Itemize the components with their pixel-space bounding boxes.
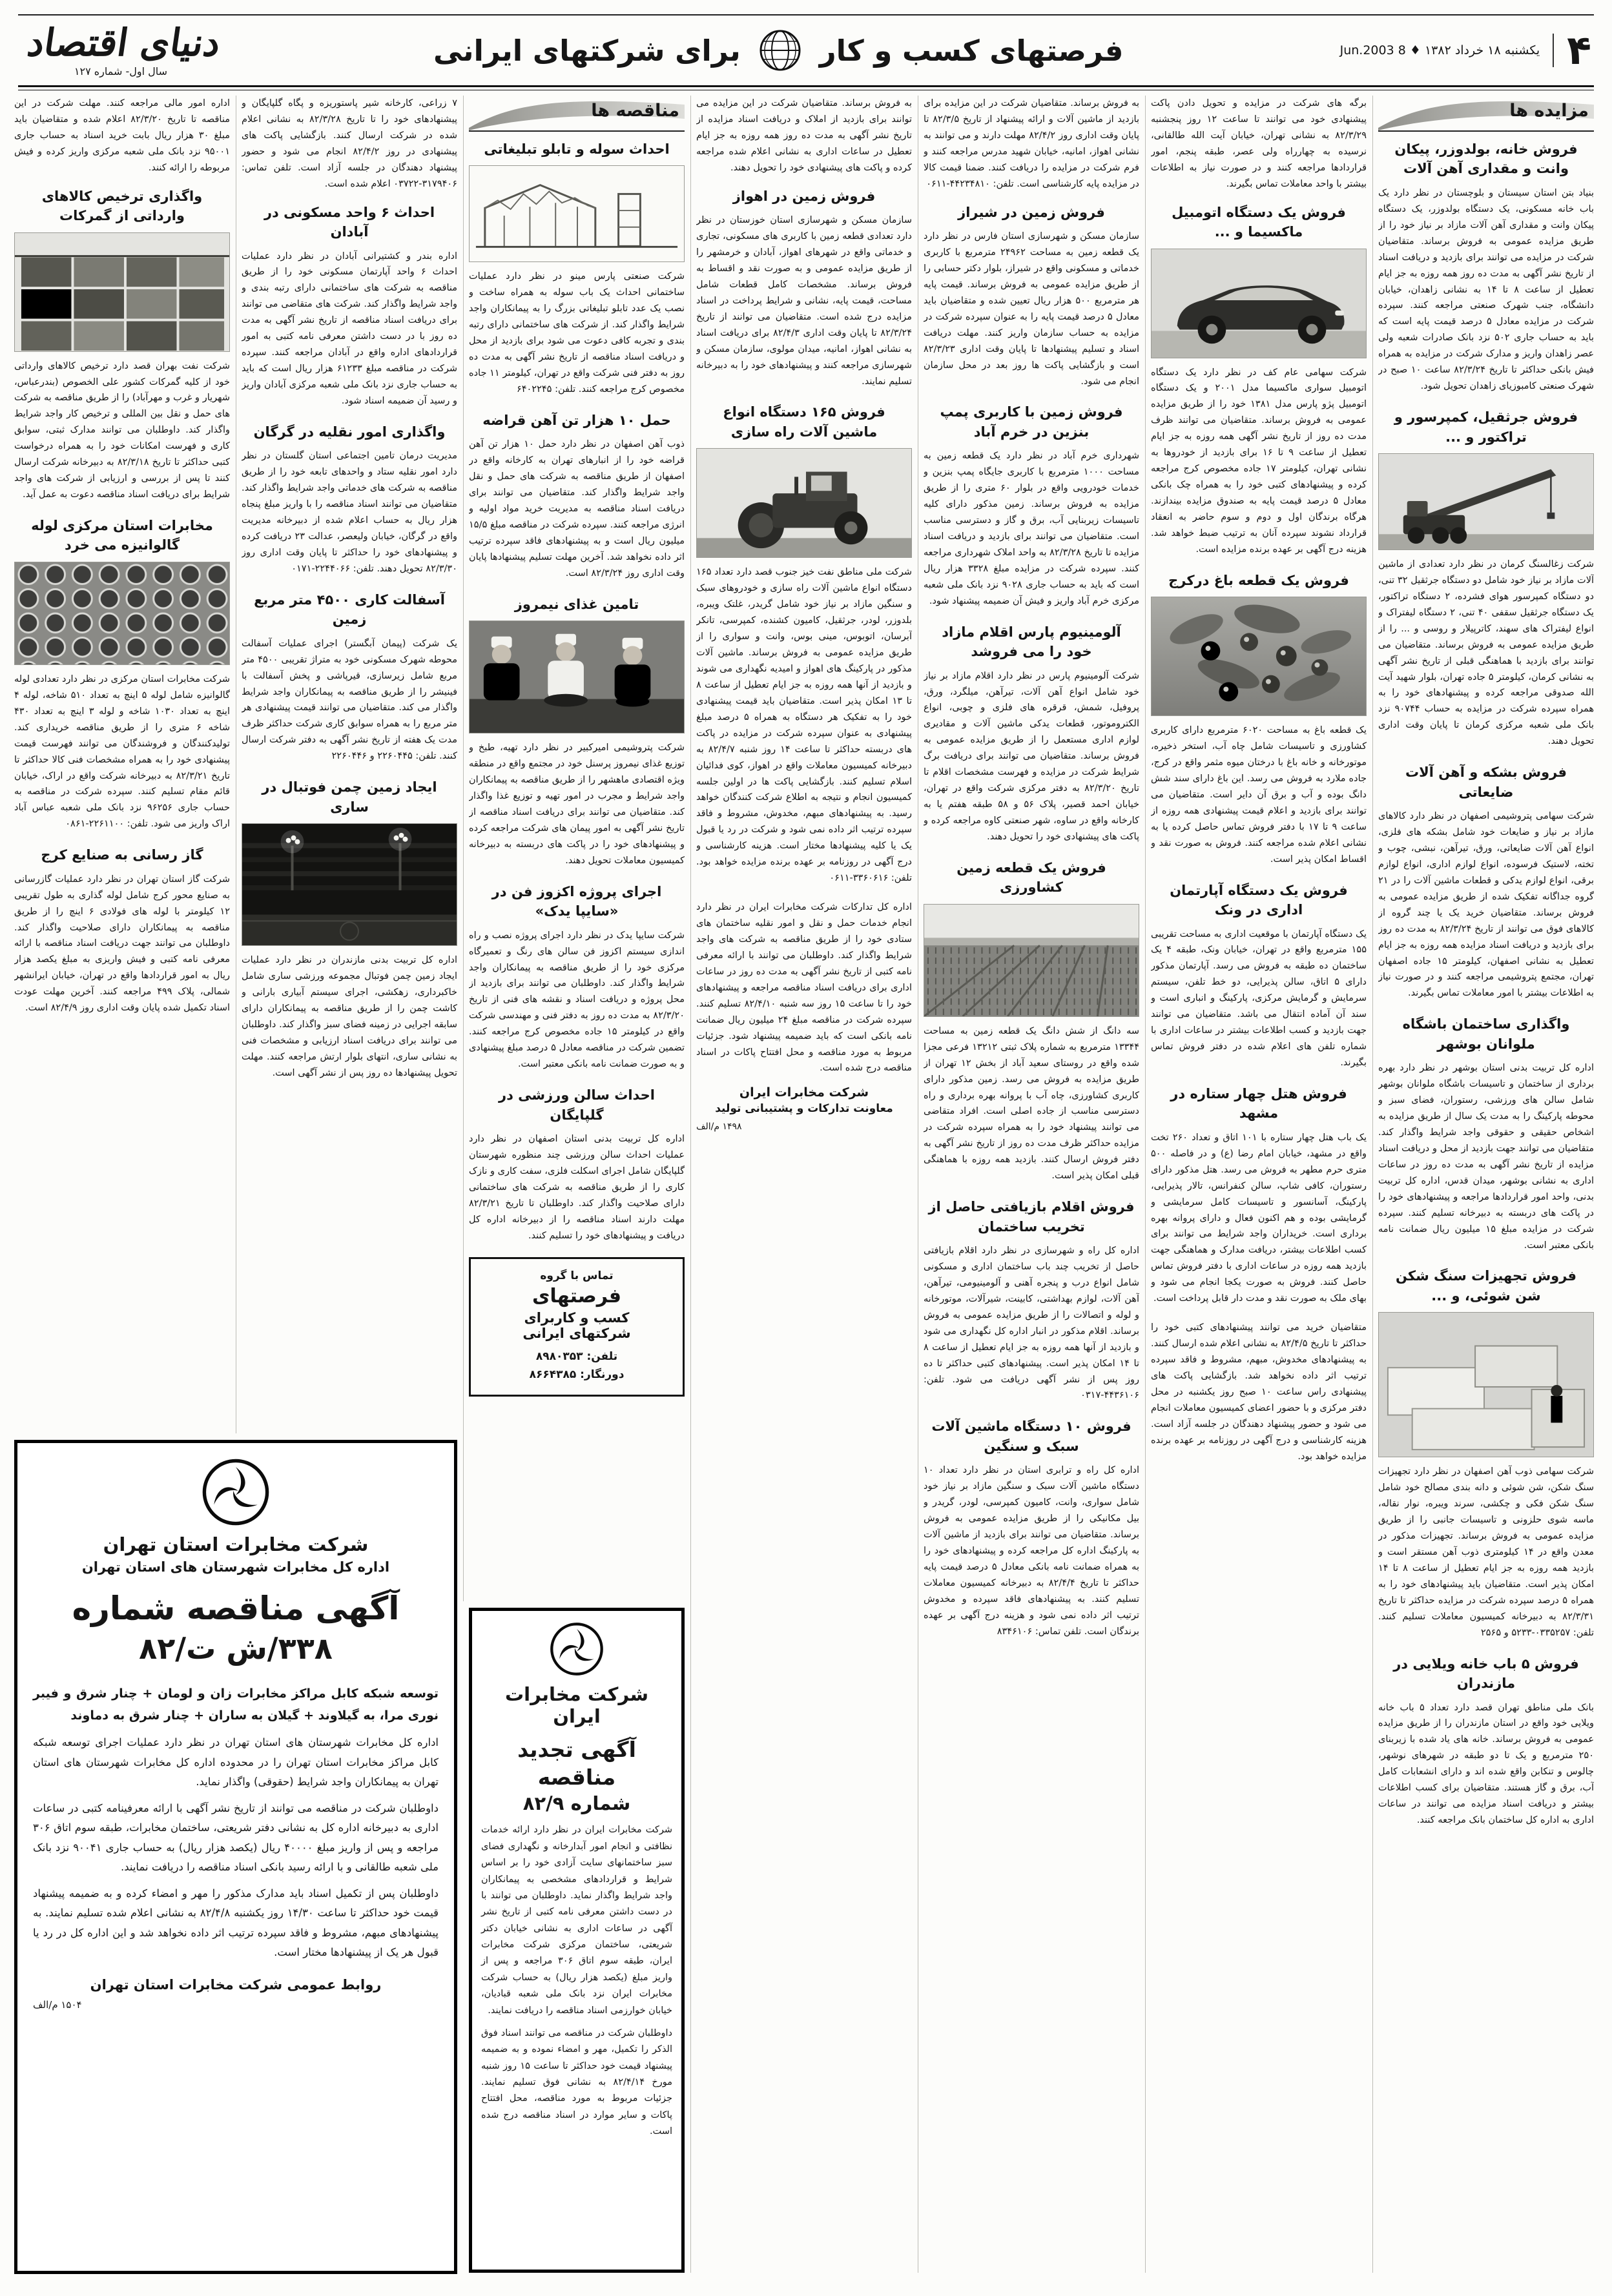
classified-ad: [14, 845, 230, 1016]
ad-body: شرکت آلومینیوم پارس در نظر دارد اقلام مازاد بر نیاز خود شامل انواع آهن آلات، تیرآهن، میلگرد، ورق، پروفیل، شمش، قرقره های فلزی و چوبی، انواع الکتروموتور، قطعات یدکی ماشین آلات و مقادیری لوازم اداری مستعمل را از طریق مزایده عمومی به فروش برساند. متقاضیان می توانند برای دریافت برگ شرایط شرکت در مزایده و فهرست مشخصات اقلام تا تاریخ ۸۲/۳/۲۰ به دفتر مرکزی شرکت واقع در تهران، خیابان احمد قصیر، پلاک ۵۶ و ۵۸ طبقه هفتم یا به کارخانه واقع در ساوه، شهر صنعتی کاوه مراجعه کرده و پاکت های پیشنهادی خود را تحویل دهند.: [924, 670, 1139, 842]
column-tenders: [469, 96, 685, 1601]
column-tenders-3: [14, 96, 230, 1433]
ad-body: اداره کل راه و ترابری استان در نظر دارد تعداد ۱۰ دستگاه ماشین آلات سبک و سنگین مازاد بر نیاز خود شامل سواری، وانت، کامیون کمپرسی، لودر، گریدر و بیل مکانیکی را از طریق مزایده عمومی به فروش برساند. متقاضیان می توانند برای بازدید از ماشین آلات به پارکینگ اداره کل مراجعه کرده و پیشنهادهای خود را به همراه ضمانت نامه بانکی معادل ۵ درصد قیمت پایه حداکثر تا تاریخ ۸۲/۴/۴ به دبیرخانه کمیسیون معاملات تسلیم کنند. به پیشنهادهای فاقد سپرده و مخدوش ترتیب اثر داده نمی شود و هزینه درج آگهی بر عهده برندگان است. تلفن تماس: ۸۳۴۶۱۰۶: [924, 1465, 1139, 1637]
page-title-right: فرصتهای کسب و کار: [819, 33, 1124, 68]
tender-headline: آگهی مناقصه شماره: [72, 1590, 400, 1627]
ad-body: اداره کل تربیت بدنی استان اصفهان در نظر دارد عملیات احداث سالن ورزشی چند منظوره شهرستان گلپایگان شامل اجرای اسکلت فلزی، سفت کاری و نازک کاری را از طریق مناقصه به شرکت های ساختمانی دارای صلاحیت واگذار کند. داوطلبان تا تاریخ ۸۲/۳/۲۱ مهلت دارند اسناد مناقصه را از دبیرخانه اداره کل دریافت و پیشنهادهای خود را تسلیم کنند.: [469, 1133, 685, 1241]
classified-ad: [1378, 1014, 1594, 1253]
classified-ad: [1378, 1654, 1594, 1829]
ad-title: فروش بشکه و آهن آلات ضایعاتی: [1405, 764, 1567, 800]
ad-title: فروش ۱۶۵ دستگاه انواع ماشین آلات راه سازی: [723, 404, 885, 440]
ad-title: ایجاد زمین چمن فوتبال در ساری: [262, 779, 437, 815]
ad-body: شرکت زغالسنگ کرمان در نظر دارد تعدادی از ماشین آلات مازاد بر نیاز خود شامل دو دستگاه جرثقیل ۳۲ تنی، دو دستگاه کمپرسور هوای فشرده، ۲ دستگاه تراکتور، یک دستگاه جرثقیل سقفی ۴۰ تنی، ۲ دستگاه لیفتراک و انواع لیفتراک های سهند، کاترپیلار و روسی و ... را از طریق مزایده عمومی به فروش برساند. متقاضیان می توانند برای بازدید با هماهنگی قبلی از تاریخ نشر آگهی به نشانی کرمان، کیلومتر ۵ جاده تهران، بلوار شهید آیت الله صدوقی مراجعه کرده و پیشنهادهای خود را به همراه سپرده شرکت در مزایده به حساب ۹۰۷۴۴ نزد بانک ملی شعبه مرکزی کرمان تا پایان وقت اداری تحویل دهند.: [1378, 559, 1594, 747]
ad-title: واگذاری ترخیص کالاهای وارداتی از گمرکات: [41, 188, 203, 224]
ad-body: شرکت سهامی عام کف در نظر دارد یک دستگاه اتومبیل سواری ماکسیما مدل ۲۰۰۱ و یک دستگاه اتومبیل پژو پارس مدل ۱۳۸۱ خود را از طریق مزایده عمومی به فروش برساند. متقاضیان می توانند ظرف مدت ده روز از تاریخ نشر آگهی همه روزه به جز ایام تعطیل از ساعت ۹ تا ۱۶ برای بازدید از خودروها به نشانی تهران، کیلومتر ۱۷ جاده مخصوص کرج مراجعه کرده و پیشنهادهای کتبی خود را به همراه چک بانکی معادل ۵ درصد قیمت پایه به صندوق مزایده بیندازند. هرگاه برندگان اول و دوم و سوم حاضر به انعقاد قرارداد نشوند سپرده آنان به ترتیب ضبط خواهد شد. هزینه درج آگهی بر عهده برنده مزایده است.: [1151, 367, 1367, 555]
ad-title: فروش زمین در اهواز: [732, 188, 876, 204]
column-auctions-2: [1151, 96, 1367, 2273]
tender-subject: توسعه شبکه کابل مراکز مخابرات زان و لومان + چنار شرق و فیبر نوری مرا، به گیلاوند + گیلان به ساران + چنار شرق به دماوند: [33, 1686, 439, 1723]
globe-icon: [759, 29, 801, 72]
classified-ad: [1378, 407, 1594, 750]
contact-line: فرصتهای: [532, 1284, 622, 1307]
ad-title: احداث سوله و تابلو تبلیغاتی: [484, 141, 670, 157]
ad-title: فروش زمین در شیراز: [958, 204, 1105, 220]
classified-ad: [1151, 1320, 1367, 1464]
tender-paragraph: اداره کل مخابرات شهرستان های استان تهران در نظر دارد عملیات اجرای توسعه شبکه کابل مراکز مخابرات استان تهران را در محدوده اداره کل مخابرات شهرستان های استان تهران به پیمانکاران واجد شرایط (حقوقی) واگذار نماید.: [33, 1736, 439, 1789]
ad-title: فروش یک دستگاه اتومبیل ماکسیما و ...: [1172, 204, 1346, 240]
classified-ad: [924, 402, 1139, 609]
ad-title: فروش یک دستگاه آپارتمان اداری در ونک: [1170, 882, 1348, 918]
newspaper-logo: دنیای اقتصاد: [22, 20, 220, 65]
ad-body: یک قطعه باغ به مساحت ۶۰۲۰ مترمربع دارای کاربری کشاورزی و تاسیسات شامل چاه آب، استخر ذخیره، موتورخانه و خانه باغ با درختان میوه مثمر واقع در کرج، جاده ملارد به فروش می رسد. این باغ دارای سند شش دانگ بوده و آب و برق آن دایر است. متقاضیان می توانند برای بازدید و اعلام قیمت پیشنهادی همه روزه از ساعت ۹ تا ۱۷ با دفتر فروش تماس حاصل کرده یا به نشانی اعلام شده مراجعه کنند. فروش به صورت نقد و اقساط امکان پذیر است.: [1151, 725, 1367, 865]
ad-title: احداث سالن ورزشی در گلپایگان: [498, 1087, 655, 1123]
ad-body: بنیاد بتن استان سیستان و بلوچستان در نظر دارد یک باب خانه مسکونی، یک دستگاه بولدوزر، یک دستگاه پیکان وانت و مقداری آهن آلات مازاد بر نیاز خود را از طریق مزایده عمومی به فروش برساند. متقاضیان شرکت در مزایده می توانند برای بازدید و دریافت اسناد از تاریخ نشر آگهی به مدت ده روز همه روزه به جز ایام تعطیل از ساعت ۸ تا ۱۴ به نشانی زاهدان، خیابان دانشگاه، جنب شهرک صنعتی مراجعه کنند. سپرده شرکت در مزایده معادل ۵ درصد قیمت پایه است که باید به حساب جاری ۵۰۲ نزد بانک صادرات شعبه ولی عصر زاهدان واریز و مدارک شرکت در مزایده به همراه فیش بانکی حداکثر تا تاریخ ۸۲/۳/۲۴ ساعت ۱۰ صبح در شهرک صنعتی کامبوزیای زاهدان تحویل شود.: [1378, 187, 1594, 392]
ad-body: مدیریت درمان تامین اجتماعی استان گلستان در نظر دارد امور نقلیه ستاد و واحدهای تابعه خود را از طریق مناقصه به شرکت های خدماتی واجد شرایط واگذار کند. متقاضیان می توانند اسناد مناقصه را با واریز مبلغ پنجاه هزار ریال به حساب اعلام شده از دبیرخانه مدیریت واقع در گرگان، خیابان ولیعصر، عدالت ۲۳ دریافت کرده و پیشنهادهای خود را حداکثر تا پایان وقت اداری روز ۸۲/۳/۳۰ تحویل دهند. تلفن: ۲۲۴۴۰۶۶-۰۱۷۱: [242, 451, 457, 574]
ad-title: آسفالت کاری ۴۵۰۰ متر مربع زمین: [254, 591, 445, 628]
contact-line: کسب و کاربرای: [524, 1309, 630, 1326]
page-meta: [1339, 26, 1594, 74]
classified-ad: [924, 622, 1139, 845]
ad-body: یک دستگاه آپارتمان با موقعیت اداری به مساحت تقریبی ۱۵۵ مترمربع واقع در تهران، خیابان ونک، طبقه ۴ یک ساختمان ده طبقه به فروش می رسد. آپارتمان مذکور دارای ۵ اتاق، سالن پذیرایی، دو خط تلفن، سیستم سرمایش و گرمایش مرکزی، پارکینگ و انباری است و سند آن آماده انتقال می باشد. متقاضیان می توانند جهت بازدید و کسب اطلاعات بیشتر در ساعات اداری با شماره تلفن های اعلام شده در دفتر فروش تماس بگیرند.: [1151, 928, 1367, 1068]
header-rule-thick: [18, 85, 1594, 87]
classified-ad: [14, 187, 230, 503]
ad-body: اداره کل تربیت بدنی استان بوشهر در نظر دارد بهره برداری از ساختمان و تاسیسات باشگاه ملوانان بوشهر شامل سالن های ورزشی، رستوران، فضای سبز و محوطه پارکینگ را به مدت یک سال از طریق مزایده به اشخاص حقیقی و حقوقی واجد شرایط واگذار کند. متقاضیان می توانند جهت بازدید از محل و دریافت اسناد مزایده از تاریخ نشر آگهی به مدت ده روز در ساعات اداری به نشانی بوشهر، میدان قدس، اداره کل تربیت بدنی، واحد امور قراردادها مراجعه و پیشنهادهای خود را در پاکت های دربسته به دبیرخانه تسلیم کنند. سپرده شرکت در مزایده مبلغ ۱۵ میلیون ریال ضمانت نامه بانکی معتبر است.: [1378, 1063, 1594, 1251]
ad-body: شرکت ملی مناطق نفت خیز جنوب قصد دارد تعداد ۱۶۵ دستگاه انواع ماشین آلات راه سازی و خودروهای سبک و سنگین مازاد بر نیاز خود شامل گریدر، غلتک ویبره، بلدوزر، لودر، جرثقیل، کامیون کشنده، کمپرسی، تانکر آبرسان، اتوبوس، مینی بوس، وانت و سواری را از طریق مزایده عمومی به فروش برساند. ماشین آلات مذکور در پارکینگ های اهواز و امیدیه نگهداری می شوند و بازدید از آنها همه روزه به جز ایام تعطیل از ساعت ۸ تا ۱۳ امکان پذیر است. متقاضیان باید قیمت پیشنهادی خود را به تفکیک هر دستگاه به همراه ۵ درصد مبلغ پیشنهادی به عنوان سپرده شرکت در مزایده در پاکت های دربسته حداکثر تا ساعت ۱۴ روز شنبه ۸۲/۴/۷ به دبیرخانه کمیسیون معاملات واقع در اهواز، کوی فدائیان اسلام تسلیم کنند. بازگشایی پاکت ها در اولین جلسه کمیسیون انجام و نتیجه به اطلاع شرکت کنندگان خواهد رسید. به پیشنهادهای مبهم، مخدوش، مشروط و فاقد سپرده ترتیب اثر داده نمی شود و شرکت در رد یا قبول یک یا کلیه پیشنهادها مختار است. هزینه کارشناسی و درج آگهی در روزنامه بر عهده برنده مزایده خواهد بود. تلفن: ۳۳۶۰۶۱۶-۰۶۱۱: [696, 567, 912, 884]
ad-title: واگذاری ساختمان باشگاه ملوانان بوشهر: [1402, 1016, 1570, 1052]
telecom-swirl-logo: [33, 1457, 439, 1530]
classified-ad: [242, 590, 457, 764]
ad-body: اداره کل تربیت بدنی مازندران در نظر دارد عملیات ایجاد زمین چمن فوتبال مجموعه ورزشی ساری شامل خاکبرداری، زهکشی، اجرای سیستم آبیاری بارانی و کاشت چمن را از طریق مناقصه به پیمانکاران دارای سابقه اجرایی در زمینه فضای سبز واگذار کند. داوطلبان می توانند برای دریافت اسناد ارزیابی و مشخصات فنی به نشانی ساری، انتهای بلوار ارتش مراجعه کنند. مهلت تحویل پیشنهادها ده روز پس از نشر آگهی است.: [242, 955, 457, 1078]
contact-line: تماس با گروه: [540, 1269, 614, 1282]
tender-paragraph: داوطلبان شرکت در مناقصه می توانند از تاریخ نشر آگهی با ارائه معرفینامه کتبی در ساعات اداری به دبیرخانه اداره کل به نشانی دفتر شریعتی، ساختمان مخابرات، طبقه سوم اتاق ۳۰۶ مراجعه و پس از واریز مبلغ ۴۰۰۰۰ ریال (یکصد هزار ریال) به حساب جاری ۹۰۰۴۱ نزد بانک ملی شعبه طالقانی و با ارائه رسید بانکی اسناد مناقصه را دریافت نمایند.: [33, 1801, 439, 1874]
classified-ad: [1151, 881, 1367, 1071]
ad-body: شرکت سهامی پتروشیمی اصفهان در نظر دارد کالاهای مازاد بر نیاز و ضایعات خود شامل بشکه های فلزی، انواع آهن آلات ضایعاتی، ورق، تیرآهن، نبشی، چوب و تخته، لاستیک فرسوده، انواع لوازم اداری، انواع لوازم برقی، انواع لوازم یدکی و قطعات ماشین آلات را در ۲۱ گروه جداگانه تفکیک شده از طریق مزایده عمومی به فروش برساند. متقاضیان خرید یک یا چند گروه از کالاهای فوق می توانند از تاریخ ۸۲/۳/۲۴ به مدت ده روز برای بازدید و دریافت اسناد مزایده همه روزه به جز ایام تعطیل به نشانی اصفهان، کیلومتر ۱۵ جاده اصفهان تهران، مجتمع پتروشیمی مراجعه کنند و در صورت نیاز به اطلاعات بیشتر با امور معاملات تماس بگیرند.: [1378, 811, 1594, 999]
column-rule: [463, 96, 464, 1601]
ad-body: یک باب هتل چهار ستاره با ۱۰۱ اتاق و تعداد ۲۶۰ تخت واقع در مشهد، خیابان امام رضا (ع) و در فاصله ۵۰۰ متری حرم مطهر به فروش می رسد. هتل مذکور دارای رستوران، کافی شاپ، سالن کنفرانس، تالار پذیرایی، پارکینگ، آسانسور و تاسیسات کامل سرمایشی و گرمایشی بوده و هم اکنون فعال و دارای پروانه بهره برداری است. خریداران واجد شرایط می توانند برای کسب اطلاعات بیشتر، دریافت مدارک و هماهنگی جهت بازدید همه روزه در ساعات اداری با دفتر فروش تماس حاصل کنند. فروش به صورت یکجا انجام می شود و بهای ملک به صورت نقد و مدت دار قابل پرداخت است.: [1151, 1132, 1367, 1304]
tender-paragraph: شرکت مخابرات ایران در نظر دارد ارائه خدمات نظافتی و انجام امور آبدارخانه و نگهداری فضای سبز ساختمانهای سایت آزادی خود را بر اساس شرایط و قراردادهای مشخصی به پیمانکاران واجد شرایط واگذار نماید. داوطلبان می توانند با در دست داشتن معرفی نامه کتبی از تاریخ نشر آگهی در ساعات اداری به نشانی خیابان دکتر شریعتی، ساختمان مرکزی شرکت مخابرات ایران، طبقه سوم اتاق ۳۰۶ مراجعه و پس از واریز مبلغ (یکصد هزار ریال) به حساب شرکت مخابرات ایران نزد بانک ملی شعبه قبادیان، خیابان خوارزمی اسناد مناقصه را دریافت نمایند.: [481, 1825, 672, 2016]
tender-notice: [696, 899, 912, 1132]
ad-title: فروش تجهیزات سنگ شکن شن شوئی، و ...: [1395, 1268, 1577, 1304]
classified-ad: [242, 203, 457, 409]
page-header: [18, 18, 1594, 83]
tender-signature: روابط عمومی شرکت مخابرات استان تهران: [90, 1976, 382, 1993]
page-number: ۴: [1567, 26, 1591, 74]
tender-number: ۳۳۸/ش ت/۸۲: [139, 1631, 333, 1666]
ad-title: فروش اقلام بازیافتی حاصل از تخریب ساختمان: [928, 1199, 1135, 1235]
ad-title: فروش ۱۰ دستگاه ماشین آلات سبک و سنگین: [931, 1419, 1132, 1454]
continuation-text: ۷ زراعی، کارخانه شیر پاستوریزه و پگاه گلپایگان و پیشنهادهای خود را تا تاریخ ۸۲/۳/۲۸ به نشانی اعلام شده در شرکت ارسال کنند. بازگشایی پاکت های پیشنهادی در روز ۸۲/۴/۲ انجام می شود و حضور پیشنهاد دهندگان در جلسه آزاد است. تلفن تماس: ۳۱۷۹۴۰۶-۰۳۷۲۲ اعلام شده است.: [242, 98, 457, 189]
ad-body: بانک ملی مناطق تهران قصد دارد تعداد ۵ باب خانه ویلایی خود واقع در استان مازندران را از طریق مزایده عمومی به فروش برساند. خانه های یاد شده با زیربنای ۲۵۰ مترمربع و یک تا دو طبقه در شهرهای نوشهر، چالوس و تنکابن واقع شده اند و دارای انشعابات کامل آب، برق و گاز هستند. متقاضیان برای کسب اطلاعات بیشتر و دریافت اسناد مزایده می توانند در ساعات اداری به اداره کل ساختمان بانک مراجعه کنند.: [1378, 1702, 1594, 1826]
column-rule: [1372, 96, 1373, 2273]
ad-code: ۱۴۹۸ م/الف: [696, 1122, 742, 1133]
contact-fax: دورنگار: ۸۶۶۴۳۸۵: [529, 1368, 625, 1382]
ad-title: گاز رسانی به صنایع کرج: [41, 847, 203, 863]
ad-title: واگذاری امور نقلیه در گرگان: [253, 424, 446, 440]
top-rule: [18, 14, 1594, 15]
signature-org: شرکت مخابرات ایران: [739, 1085, 869, 1100]
ad-title: فروش ۵ باب خانه ویلایی در مازندران: [1393, 1655, 1579, 1692]
galvanized-pipes-photo: [14, 562, 230, 665]
classified-ad: [469, 139, 685, 398]
tender-notice-body: اداره کل تدارکات شرکت مخابرات ایران در نظر دارد انجام خدمات حمل و نقل و امور نقلیه ساختمان های ستادی خود را از طریق مناقصه به شرکت های واجد شرایط واگذار کند. داوطلبان می توانند با ارائه معرفی نامه کتبی از تاریخ نشر آگهی به مدت ده روز در ساعات اداری برای دریافت اسناد مناقصه مراجعه و پیشنهادهای خود را تا ساعت ۱۵ روز سه شنبه ۸۲/۴/۱۰ تسلیم کنند. سپرده شرکت در مناقصه مبلغ ۲۴ میلیون ریال ضمانت نامه بانکی است که باید ضمیمه پیشنهاد شود. جزئیات مربوط به مورد مناقصه و محل افتتاح پاکات در اسناد مناقصه درج شده است.: [696, 902, 912, 1074]
telecom-swirl-logo: [481, 1621, 672, 1679]
classified-ad: [469, 595, 685, 869]
column-auctions-4: [696, 96, 912, 2273]
classified-ad: [924, 1417, 1139, 1639]
ad-body: شرکت نفت بهران قصد دارد ترخیص کالاهای وارداتی خود از کلیه گمرکات کشور علی الخصوص (بندرعباس، شهریار و غرب و مهرآباد) را از طریق مناقصه به شرکت های حمل و نقل بین المللی و ترخیص کار واجد شرایط واگذار کند. داوطلبان می توانند مدارک ثبتی، سوابق کاری و فهرست امکانات خود را به همراه درخواست کتبی حداکثر تا تاریخ ۸۲/۳/۱۸ به دبیرخانه شرکت ارسال کنند تا پس از بررسی و ارزیابی از شرکت های واجد شرایط برای دریافت اسناد مناقصه دعوت به عمل آید.: [14, 360, 230, 500]
contact-line: شرکتهای ایرانی: [522, 1325, 631, 1341]
classified-ad: [14, 516, 230, 832]
continuation-text: به فروش برساند. متقاضیان شرکت در این مزایده برای بازدید از ماشین آلات و ارائه پیشنهاد از تاریخ ۸۲/۳/۵ تا پایان وقت اداری روز ۸۲/۴/۲ مهلت دارند و می توانند به نشانی اهواز، امانیه، خیابان شهید مدرس مراجعه کنند و فرم شرکت در مزایده را دریافت کنند. ضمنا قیمت کالا در مزایده پایه کارشناسی است. تلفن: ۴۴۲۳۴۸۱۰-۰۶۱۱: [924, 98, 1139, 189]
page-title: [433, 29, 1123, 72]
ad-title: فروش یک قطعه زمین کشاورزی: [956, 859, 1106, 896]
continuation-text: برگه های شرکت در مزایده و تحویل دادن پاکت پیشنهادی خود می توانند تا ساعت ۱۲ روز پنجشنبه ۸۲/۳/۲۹ به نشانی تهران، خیابان آیت الله طالقانی، نرسیده به چهارراه ولی عصر، طبقه پنجم، امور قراردادها مراجعه کنند و در صورت نیاز به اطلاعات بیشتر با واحد معاملات تماس بگیرند.: [1151, 98, 1367, 189]
ad-title: مخابرات استان مرکزی لوله گالوانیزه می خرد: [31, 518, 213, 553]
ad-body: شرکت پتروشیمی امیرکبیر در نظر دارد تهیه، طبخ و توزیع غذای نیمروز پرسنل خود در مجتمع واقع در منطقه ویژه اقتصادی ماهشهر را از طریق مناقصه به پیمانکاران واجد شرایط و مجرب در امور تهیه و توزیع غذا واگذار کند. متقاضیان می توانند برای دریافت اسناد مناقصه از تاریخ نشر آگهی به امور پیمان های شرکت مراجعه کرده و پیشنهادهای خود را در پاکت های دربسته به دبیرخانه کمیسیون معاملات تحویل دهند.: [469, 743, 685, 866]
ad-title: فروش هتل چهار ستاره در مشهد: [1170, 1085, 1347, 1122]
classified-ad: [1378, 763, 1594, 1001]
ad-body: اداره بندر و کشتیرانی آبادان در نظر دارد عملیات احداث ۶ واحد آپارتمان مسکونی خود را از طریق مناقصه به شرکت های ساختمانی دارای رتبه بندی و واجد شرایط واگذار کند. شرکت های متقاضی می توانند برای دریافت اسناد مناقصه از تاریخ نشر آگهی به مدت ده روز با در دست داشتن معرفی نامه کتبی به امور قراردادهای اداره واقع در آبادان مراجعه کنند. سپرده شرکت در مناقصه مبلغ ۶۱۲۳۳ هزار ریال است که باید به حساب جاری نزد بانک ملی شعبه مرکزی آبادان واریز و رسید آن ضمیمه اسناد شود.: [242, 251, 457, 406]
tender-ad-iran-telecom: [469, 1608, 685, 2273]
kitchen-cooks-photo: [469, 620, 685, 733]
contact-box: [469, 1257, 685, 1397]
section-header-tenders: [469, 96, 685, 132]
newspaper-brand: [18, 20, 220, 77]
continuation-text: اداره امور مالی مراجعه کنند. مهلت شرکت در این مناقصه تا تاریخ ۸۲/۳/۲۰ اعلام شده و متقاضیان باید مبلغ ۳۰ هزار ریال بابت خرید اسناد به حساب جاری ۹۵۰۰۱ نزد بانک ملی شعبه مرکزی واریز کرده و فیش مربوطه را ارائه کنند.: [14, 98, 230, 173]
classified-ad: [1151, 203, 1367, 558]
continuation-text: به فروش برساند. متقاضیان شرکت در این مزایده می توانند برای بازدید از املاک و دریافت اسناد مزایده از تاریخ نشر آگهی به مدت ده روز همه روزه به جز ایام تعطیل در ساعات اداری به نشانی اعلام شده مراجعه کرده و پاکت های پیشنهادی خود را تحویل دهند.: [696, 98, 912, 173]
classified-ad: [696, 187, 912, 390]
column-auctions: [1378, 96, 1594, 2273]
road-roller-photo: [696, 448, 912, 558]
steel-shed-drawing: [469, 165, 685, 262]
column-rule: [690, 96, 691, 2273]
tender-paragraph: داوطلبان پس از تکمیل اسناد باید مدارک مذکور را مهر و امضاء کرده و به ضمیمه پیشنهاد قیمت خود حداکثر تا ساعت ۱۴/۳۰ روز یکشنبه ۸۲/۴/۸ به نشانی اعلام شده تسلیم نمایند. به پیشنهادهای مبهم، مشروط و فاقد سپرده ترتیب اثر داده نخواهد شد و این اداره کل در رد یا قبول هر یک از پیشنهادها مختار است.: [33, 1887, 439, 1959]
classified-ad: [242, 777, 457, 1081]
ad-body: سازمان مسکن و شهرسازی استان خوزستان در نظر دارد تعدادی قطعه زمین با کاربری های مسکونی، تجاری و خدماتی واقع در شهرهای اهواز، آبادان و خرمشهر را از طریق مزایده عمومی و به صورت نقد و اقساط به فروش برساند. مشخصات کامل قطعات شامل مساحت، قیمت پایه، نشانی و شرایط پرداخت در اسناد مزایده درج شده است. متقاضیان می توانند از تاریخ ۸۲/۳/۲۴ تا پایان وقت اداری ۸۲/۴/۳ برای دریافت اسناد به نشانی اهواز، امانیه، میدان مولوی، سازمان مسکن و شهرسازی مراجعه کنند و پیشنهادهای خود را به دبیرخانه تسلیم نمایند.: [696, 215, 912, 387]
classified-ad: [1378, 1266, 1594, 1641]
signature-dept: معاونت تدارکات و پشتیبانی تولید: [715, 1102, 893, 1116]
classified-ad: [1378, 139, 1594, 395]
section-header-tenders-label: مناقصه ها: [591, 101, 679, 121]
tender-ad-tehran-telecom: [14, 1440, 457, 2274]
ad-code: ۱۵۰۴ م/الف: [33, 1998, 82, 2011]
page-date: یکشنبه ۱۸ خرداد ۱۳۸۲ ♦ 8 Jun.2003: [1340, 34, 1555, 67]
ad-title: تامین غذای نیمروز: [514, 596, 639, 612]
ad-title: فروش خانه، بولدوزر، پیکان وانت و مقداری آهن آلات: [1394, 141, 1578, 177]
ad-body: شرکت صنعتی پارس مینو در نظر دارد عملیات ساختمانی احداث یک باب سوله به همراه ساخت و نصب یک عدد تابلو تبلیغاتی بزرگ را به پیمانکاران واجد شرایط واگذار کند. از شرکت های ساختمانی دارای رتبه بندی و تجربه کافی دعوت می شود برای بازدید از محل و دریافت اسناد مناقصه از تاریخ نشر آگهی به مدت ده روز به دفتر فنی شرکت واقع در تهران، کیلومتر ۱۱ جاده مخصوص کرج مراجعه کنند. تلفن: ۶۴۰۲۲۴۵: [469, 271, 685, 395]
ad-title: اجرای پروژه اکزوز فن در «سایپا یدک»: [491, 883, 662, 919]
tender-headline: آگهی تجدید مناقصه: [517, 1737, 636, 1790]
tender-org: شرکت مخابرات استان تهران: [103, 1533, 369, 1555]
stadium-floodlights-photo: [242, 823, 457, 946]
contact-phone: تلفن: ۸۹۸۰۳۵۳: [535, 1349, 618, 1363]
farmland-photo: [924, 904, 1139, 1017]
ad-body: شرکت سایپا یدک در نظر دارد اجرای پروژه نصب و راه اندازی سیستم اکزوز فن سالن های رنگ و تعمیرگاه مرکزی خود را از طریق مناقصه به پیمانکاران واجد شرایط واگذار کند. داوطلبان می توانند برای بازدید از محل پروژه و دریافت اسناد و نقشه های فنی از تاریخ ۸۲/۳/۲۰ به مدت ده روز به دفتر فنی و مهندسی شرکت واقع در کیلومتر ۱۵ جاده مخصوص کرج مراجعه کنند. تضمین شرکت در مناقصه معادل ۵ درصد مبلغ پیشنهادی و به صورت ضمانت نامه بانکی معتبر است.: [469, 930, 685, 1070]
page-title-left: برای شرکتهای ایرانی: [433, 33, 741, 68]
ad-body: شرکت مخابرات استان مرکزی در نظر دارد تعدادی لوله گالوانیزه شامل لوله ۵ اینچ به تعداد ۵۱۰ شاخه، لوله ۴ اینچ به تعداد ۱۰۳۰ شاخه و لوله ۳ اینچ به تعداد ۴۳۰ شاخه ۶ متری را از طریق مناقصه خریداری کند. تولیدکنندگان و فروشندگان می توانند فهرست قیمت پیشنهادی خود را به همراه مشخصات فنی کالا حداکثر تا تاریخ ۸۲/۳/۲۱ به دبیرخانه شرکت واقع در اراک، خیابان قائم مقام تسلیم کنند. سپرده شرکت در مناقصه به حساب جاری ۹۶۲۵۶ نزد بانک ملی شعبه عباس آباد اراک واریز می شود. تلفن: ۲۲۶۱۱۰۰-۰۸۶۱: [14, 673, 230, 830]
ad-body: شرکت سهامی ذوب آهن اصفهان در نظر دارد تجهیزات سنگ شکن، شن شوئی و دانه بندی مصالح خود شامل سنگ شکن فکی و چکشی، سرند ویبره، نوار نقاله، ماسه شوی حلزونی و تاسیسات جانبی را از طریق مزایده عمومی به فروش برساند. تجهیزات مذکور در معدن واقع در ۱۴ کیلومتری ذوب آهن مستقر است و بازدید همه روزه به جز ایام تعطیل از ساعت ۸ تا ۱۴ امکان پذیر است. متقاضیان باید پیشنهادهای خود را به همراه ۵ درصد سپرده شرکت در مزایده حداکثر تا تاریخ ۸۲/۳/۳۱ به دبیرخانه کمیسیون معاملات تسلیم کنند. تلفن: ۰۳۳۵۲۵۷-۵۲۳۳ و ۲۵۶۵: [1378, 1466, 1594, 1638]
shipping-containers-photo: [14, 232, 230, 352]
section-header-auctions-label: مزایده ها: [1509, 101, 1589, 121]
tender-paragraph: داوطلبان شرکت در مناقصه می توانند اسناد فوق الذکر را تکمیل، مهر و امضاء نموده و به ضمیمه پیشنهاد قیمت خود حداکثر تا ساعت ۱۵ روز شنبه مورخ ۸۲/۴/۱۴ به نشانی فوق تسلیم نمایند. جزئیات مربوط به مورد مناقصه، محل افتتاح پاکات و سایر موارد در اسناد مناقصه درج شده است.: [481, 2027, 672, 2137]
column-rule: [1145, 96, 1146, 2273]
tender-org: شرکت مخابرات ایران: [505, 1683, 648, 1727]
classified-ad: [1151, 1084, 1367, 1307]
ad-title: فروش یک قطعه باغ درکرج: [1168, 572, 1349, 588]
classified-ad: [469, 1085, 685, 1244]
classified-ad: [696, 402, 912, 887]
classified-ad: [469, 882, 685, 1072]
classified-ad: [469, 411, 685, 582]
tender-number: شماره ۸۲/۹: [522, 1792, 631, 1814]
sedan-car-photo: [1151, 249, 1367, 358]
classified-ad: [242, 422, 457, 577]
classified-ad: [1151, 571, 1367, 868]
ad-body: ذوب آهن اصفهان در نظر دارد حمل ۱۰ هزار تن آهن قراضه خود را از انبارهای تهران به کارخانه واقع در اصفهان از طریق مناقصه به شرکت های حمل و نقل واجد شرایط واگذار کند. متقاضیان می توانند برای دریافت اسناد مناقصه به مدیریت خرید مواد اولیه و انرژی مراجعه کنند. سپرده شرکت در مناقصه مبلغ ۱۵/۵ میلیون ریال است و به پیشنهادهای فاقد سپرده ترتیب اثر داده نخواهد شد. آخرین مهلت تسلیم پیشنهادها پایان وقت اداری روز ۸۲/۳/۲۴ است.: [469, 439, 685, 579]
tender-dept: اداره کل مخابرات شهرستان های استان تهران: [81, 1559, 390, 1575]
ad-title: فروش زمین با کاربری پمپ بنزین در خرم آباد: [940, 404, 1123, 440]
column-auctions-3: [924, 96, 1139, 2273]
mobile-crane-photo: [1378, 453, 1594, 550]
ad-body: اداره کل راه و شهرسازی در نظر دارد اقلام بازیافتی حاصل از تخریب چند باب ساختمان اداری و مسکونی شامل انواع درب و پنجره آهنی و آلومینیومی، تیرآهن، آهن آلات، لوازم بهداشتی، کابینت، شیرآلات، موتورخانه و لوله و اتصالات را از طریق مزایده عمومی به فروش برساند. اقلام مذکور در انبار اداره کل نگهداری می شود و بازدید از آنها همه روزه به جز ایام تعطیل از ساعت ۸ تا ۱۴ امکان پذیر است. پیشنهادهای کتبی حداکثر تا ده روز پس از نشر آگهی دریافت می شود. تلفن: ۴۴۳۶۱۰۶-۰۳۱۷: [924, 1245, 1139, 1401]
stone-blocks-photo: [1378, 1312, 1594, 1457]
ad-title: حمل ۱۰ هزار تن آهن قراضه: [482, 412, 671, 428]
ad-body: سازمان مسکن و شهرسازی استان فارس در نظر دارد یک قطعه زمین به مساحت ۲۴۹۶۲ مترمربع با کاربری خدماتی و مسکونی واقع در شیراز، بلوار دکتر حسابی را از طریق مزایده عمومی به فروش برساند. قیمت پایه هر مترمربع ۵۰۰ هزار ریال تعیین شده و متقاضیان باید معادل ۵ درصد قیمت پایه را به عنوان سپرده شرکت در مزایده به حساب سازمان واریز کنند. مهلت دریافت اسناد و تسلیم پیشنهادها تا پایان وقت اداری ۸۲/۳/۲۳ است و بازگشایی پاکت ها روز بعد در محل سازمان انجام می شود.: [924, 231, 1139, 387]
ad-title: آلومینیوم پارس اقلام مازاد خود را می فروشد: [942, 624, 1121, 660]
ad-body: شهرداری خرم آباد در نظر دارد یک قطعه زمین به مساحت ۱۰۰۰ مترمربع با کاربری جایگاه پمپ بنزین و خدمات خودرویی واقع در بلوار ۶۰ متری را از طریق مزایده به فروش برساند. زمین مذکور دارای کلیه تاسیسات زیربنایی آب، برق و گاز و دسترسی مناسب است. متقاضیان می توانند برای بازدید و دریافت اسناد مزایده تا تاریخ ۸۲/۳/۲۸ به واحد املاک شهرداری مراجعه کنند. سپرده شرکت در مزایده مبلغ ۳۳۲۸ هزار ریال است که باید به حساب جاری ۹۰۲۸ نزد بانک ملی شعبه مرکزی خرم آباد واریز و فیش آن ضمیمه پیشنهاد شود.: [924, 451, 1139, 606]
orchard-fruit-photo: [1151, 597, 1367, 716]
ad-body: سه دانگ از شش دانگ یک قطعه زمین به مساحت ۱۳۳۴۴ مترمربع به شماره پلاک ثبتی ۱۳۲۱۲ فرعی مجزا شده واقع در روستای سعید آباد از بخش ۱۲ تهران از طریق مزایده به فروش می رسد. زمین مذکور دارای کاربری کشاورزی، چاه آب با پروانه بهره برداری و راه دسترسی مناسب از جاده اصلی است. افراد متقاضی می توانند پیشنهاد خود را به همراه سپرده شرکت در مزایده حداکثر ظرف مدت ده روز از تاریخ نشر آگهی به دفتر فروش ارسال کنند. بازدید همه روزه با هماهنگی قبلی امکان پذیر است.: [924, 1025, 1139, 1182]
issue-number: سال اول- شماره ۱۲۷: [74, 65, 168, 77]
column-tenders-2: [242, 96, 457, 1433]
ad-body: شرکت گاز استان تهران در نظر دارد عملیات گازرسانی به صنایع محور کرج شامل لوله گذاری به طول تقریبی ۱۲ کیلومتر با لوله های فولادی ۶ اینچ را از طریق مناقصه به پیمانکاران دارای صلاحیت واگذار کند. داوطلبان می توانند جهت دریافت اسناد مناقصه با ارائه معرفی نامه کتبی و فیش واریزی به مبلغ یکصد هزار ریال به امور قراردادها واقع در تهران، خیابان ایرانشهر شمالی، پلاک ۴۹۹ مراجعه کنند. آخرین مهلت عودت اسناد تکمیل شده پایان وقت اداری روز ۸۲/۴/۹ است.: [14, 874, 230, 1014]
classified-ad: [924, 203, 1139, 390]
ad-title: فروش جرثقیل، کمپرسور و تراکتور و ...: [1394, 409, 1578, 445]
ad-title: احداث ۶ واحد مسکونی در آبادان: [264, 204, 435, 240]
ad-body: متقاضیان خرید می توانند پیشنهادهای کتبی خود را حداکثر تا تاریخ ۸۲/۴/۵ به نشانی اعلام شده ارسال کنند. به پیشنهادهای مخدوش، مبهم، مشروط و فاقد سپرده ترتیب اثر داده نخواهد شد. بازگشایی پاکت های پیشنهادی راس ساعت ۱۰ صبح روز یکشنبه در محل دفتر مرکزی و با حضور اعضای کمیسیون معاملات انجام می شود و حضور پیشنهاد دهندگان در جلسه آزاد است. هزینه کارشناسی و درج آگهی در روزنامه بر عهده برنده مزایده خواهد بود.: [1151, 1322, 1367, 1462]
section-header-auctions: [1378, 96, 1594, 132]
tender-signature: [696, 1085, 912, 1132]
classified-ad: [924, 1197, 1139, 1404]
classified-ad: [924, 858, 1139, 1184]
ad-body: یک شرکت (پیمان آبگستر) اجرای عملیات آسفالت محوطه شهرک مسکونی خود به متراژ تقریبی ۴۵۰۰ متر مربع شامل زیرسازی، قیرپاشی و پخش آسفالت با فینیشر را از طریق مناقصه به پیمانکاران واجد شرایط واگذار می کند. متقاضیان می توانند قیمت پیشنهادی هر متر مربع را به همراه سوابق کاری شرکت حداکثر ظرف مدت یک هفته از تاریخ نشر آگهی به دفتر شرکت ارسال کنند. تلفن: ۲۲۶۰۴۴۵ و ۲۲۶۰۴۴۶: [242, 638, 457, 762]
